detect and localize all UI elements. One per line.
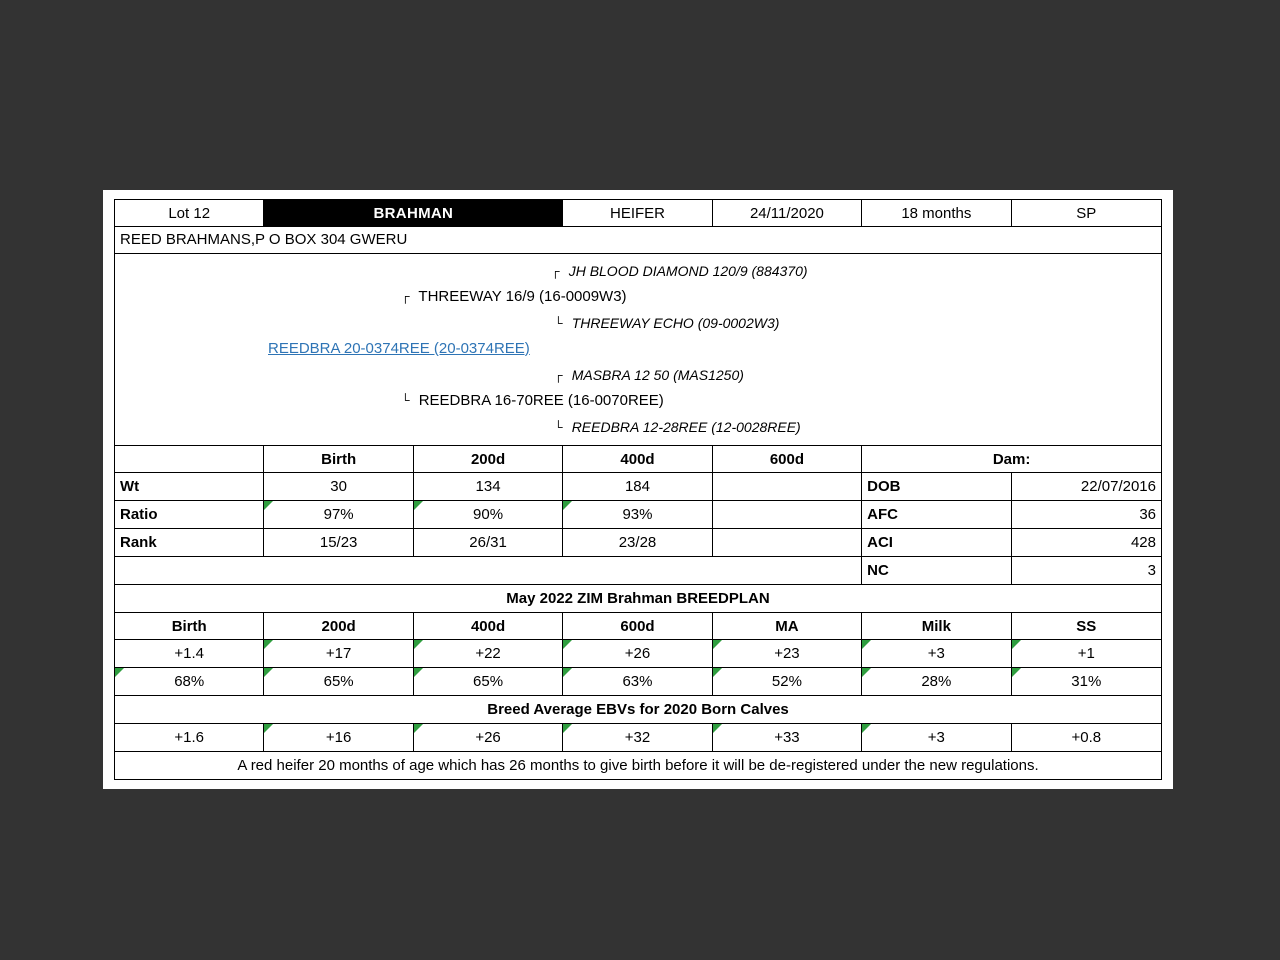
- green-flag-icon: [414, 668, 423, 677]
- accuracy-cell: [264, 668, 413, 695]
- row-label-wt: Wt: [115, 473, 264, 500]
- growth-cell: 184: [563, 473, 712, 500]
- birthdate-cell: 24/11/2020: [713, 200, 862, 226]
- green-flag-icon: [414, 501, 423, 510]
- breed-avg-cell: +1.6: [115, 724, 264, 751]
- growth-header-600d: 600d: [713, 446, 862, 472]
- cell-value: +16: [325, 729, 352, 746]
- cell-value: 52%: [771, 673, 802, 690]
- accuracy-cell: [713, 668, 862, 695]
- growth-row-ratio: [115, 501, 1161, 529]
- ebv-cell: [862, 640, 1011, 667]
- cell-value: +1: [1077, 645, 1095, 662]
- animal-link[interactable]: REEDBRA 20-0374REE (20-0374REE): [268, 340, 530, 357]
- growth-header-row: [115, 446, 1161, 473]
- breed-banner: BRAHMAN: [264, 200, 563, 226]
- pedigree-line: [115, 336, 1161, 362]
- green-flag-icon: [264, 640, 273, 649]
- green-flag-icon: [563, 724, 572, 733]
- growth-cell: [264, 501, 413, 528]
- growth-header-400d: 400d: [563, 446, 712, 472]
- breed-avg-cell: [713, 724, 862, 751]
- row-label-afc: AFC: [862, 501, 1011, 528]
- cell-value: +23: [774, 645, 800, 662]
- empty-cell: [115, 557, 862, 584]
- ebv-values-row: [115, 640, 1161, 668]
- ebv-header-birth: Birth: [115, 613, 264, 639]
- green-flag-icon: [1012, 668, 1021, 677]
- dam-sire-name: MASBRA 12 50 (MAS1250): [571, 367, 744, 383]
- growth-cell: [713, 501, 862, 528]
- cell-value: +26: [624, 645, 651, 662]
- dam-value-cell: 428: [1130, 534, 1156, 551]
- cell-value: +3: [927, 729, 945, 746]
- pedigree-line: [115, 414, 1161, 440]
- pedigree-line: [115, 310, 1161, 336]
- sex-cell: HEIFER: [563, 200, 712, 226]
- ebv-cell: [713, 640, 862, 667]
- lot-number-cell: Lot 12: [115, 200, 264, 226]
- accuracy-cell: [414, 668, 563, 695]
- breedplan-title: May 2022 ZIM Brahman BREEDPLAN: [115, 585, 1161, 613]
- accuracy-cell: [862, 668, 1011, 695]
- pedigree-line: [115, 258, 1161, 284]
- green-flag-icon: [264, 501, 273, 510]
- ebv-header-400d: 400d: [414, 613, 563, 639]
- accuracy-row: [115, 668, 1161, 696]
- ebv-header-ma: MA: [713, 613, 862, 639]
- ebv-header-600d: 600d: [563, 613, 712, 639]
- cell-value: 65%: [323, 673, 354, 690]
- ebv-cell: [1012, 640, 1161, 667]
- sire-dam-name: THREEWAY ECHO (09-0002W3): [571, 315, 780, 331]
- cell-value: +32: [624, 729, 651, 746]
- growth-row-nc: [115, 557, 1161, 585]
- breed-avg-cell: +0.8: [1071, 729, 1102, 746]
- cell-value: 90%: [473, 506, 504, 523]
- ebv-cell: +1.4: [115, 640, 264, 667]
- cell-value: +22: [475, 645, 501, 662]
- ebv-header-milk: Milk: [862, 613, 1011, 639]
- grade-cell: SP: [1076, 204, 1097, 222]
- green-flag-icon: [563, 640, 572, 649]
- pedigree-corner-top-icon: ┌: [554, 368, 563, 382]
- breed-avg-cell: [414, 724, 563, 751]
- growth-cell: [713, 529, 862, 556]
- growth-cell: 30: [264, 473, 413, 500]
- cell-value: +3: [927, 645, 945, 662]
- cell-value: +26: [475, 729, 501, 746]
- accuracy-cell: [115, 668, 264, 695]
- sire-name: THREEWAY 16/9 (16-0009W3): [418, 288, 627, 305]
- pedigree-corner-bottom-icon: └: [554, 316, 563, 330]
- green-flag-icon: [264, 668, 273, 677]
- dam-value-cell: 3: [1147, 562, 1156, 579]
- green-flag-icon: [563, 501, 572, 510]
- breed-avg-cell: [862, 724, 1011, 751]
- growth-header-blank: [115, 446, 264, 472]
- cell-value: 63%: [622, 673, 653, 690]
- row-label-rank: Rank: [115, 529, 264, 556]
- accuracy-cell: [1012, 668, 1161, 695]
- breed-avg-cell: [264, 724, 413, 751]
- ebv-header-200d: 200d: [264, 613, 413, 639]
- green-flag-icon: [563, 668, 572, 677]
- pedigree-corner-top-icon: ┌: [401, 289, 410, 303]
- dam-name: REEDBRA 16-70REE (16-0070REE): [418, 392, 664, 409]
- green-flag-icon: [264, 724, 273, 733]
- breeder-line: REED BRAHMANS,P O BOX 304 GWERU: [115, 227, 1161, 254]
- ebv-cell: [414, 640, 563, 667]
- green-flag-icon: [713, 668, 722, 677]
- pedigree-corner-bottom-icon: └: [401, 393, 410, 407]
- ebv-cell: [264, 640, 413, 667]
- growth-row-wt: [115, 473, 1161, 501]
- sire-sire-name: JH BLOOD DIAMOND 120/9 (884370): [568, 263, 808, 279]
- growth-header-birth: Birth: [264, 446, 413, 472]
- dam-value-cell: 36: [1139, 506, 1156, 523]
- row-label-dob: DOB: [862, 473, 1011, 500]
- pedigree-corner-bottom-icon: └: [554, 420, 563, 434]
- growth-cell: 23/28: [563, 529, 712, 556]
- green-flag-icon: [1012, 640, 1021, 649]
- ebv-cell: [563, 640, 712, 667]
- cell-value: 68%: [174, 673, 205, 690]
- row-label-aci: ACI: [862, 529, 1011, 556]
- growth-cell: 134: [414, 473, 563, 500]
- green-flag-icon: [713, 724, 722, 733]
- green-flag-icon: [414, 640, 423, 649]
- green-flag-icon: [862, 724, 871, 733]
- growth-cell: [563, 501, 712, 528]
- growth-cell: 15/23: [264, 529, 413, 556]
- dam-value-cell: 22/07/2016: [1080, 478, 1156, 495]
- breed-average-title: Breed Average EBVs for 2020 Born Calves: [115, 696, 1161, 724]
- pedigree-line: [115, 388, 1161, 414]
- green-flag-icon: [115, 668, 124, 677]
- lot-header-row: [115, 200, 1161, 227]
- green-flag-icon: [713, 640, 722, 649]
- row-label-ratio: Ratio: [115, 501, 264, 528]
- growth-row-rank: [115, 529, 1161, 557]
- dam-dam-name: REEDBRA 12-28REE (12-0028REE): [571, 419, 801, 435]
- pedigree-block: [115, 254, 1161, 446]
- breed-avg-cell: [563, 724, 712, 751]
- cell-value: 31%: [1071, 673, 1102, 690]
- cell-value: 97%: [323, 506, 354, 523]
- cell-value: 65%: [473, 673, 504, 690]
- accuracy-cell: [563, 668, 712, 695]
- growth-cell: [713, 473, 862, 500]
- cell-value: 28%: [921, 673, 952, 690]
- pedigree-line: [115, 284, 1161, 310]
- cell-value: +17: [325, 645, 352, 662]
- growth-cell: 26/31: [414, 529, 563, 556]
- catalog-page: [103, 190, 1173, 789]
- ebv-header-ss: SS: [1076, 617, 1097, 635]
- age-cell: 18 months: [862, 200, 1011, 226]
- lot-sheet: [114, 199, 1162, 780]
- pedigree-corner-top-icon: ┌: [551, 264, 560, 278]
- breed-average-row: [115, 724, 1161, 752]
- green-flag-icon: [862, 640, 871, 649]
- green-flag-icon: [414, 724, 423, 733]
- pedigree-line: [115, 362, 1161, 388]
- lot-note: A red heifer 20 months of age which has 26 months to give birth before it will be de-registered under the new regulations.: [237, 757, 1039, 774]
- breedplan-header-row: [115, 613, 1161, 640]
- row-label-nc: NC: [862, 557, 1011, 584]
- growth-cell: [414, 501, 563, 528]
- green-flag-icon: [862, 668, 871, 677]
- cell-value: +33: [774, 729, 800, 746]
- dam-header: Dam:: [992, 450, 1031, 468]
- growth-header-200d: 200d: [414, 446, 563, 472]
- cell-value: 93%: [622, 506, 653, 523]
